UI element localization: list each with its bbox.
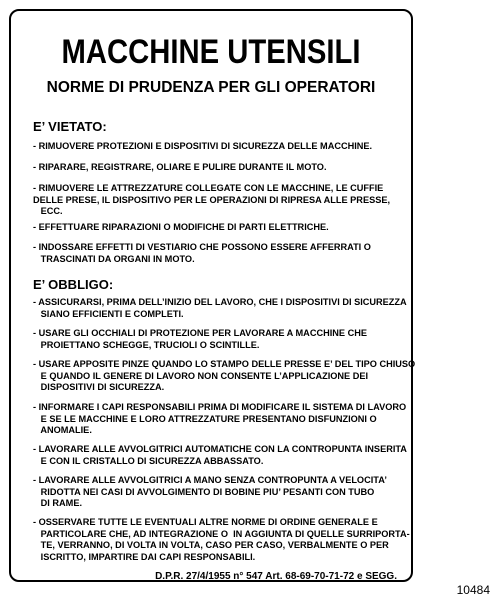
obbligo-item: - INFORMARE I CAPI RESPONSABILI PRIMA DI MODIFICARE IL SISTEMA DI LAVORO E SE LE MACCHINE E LORO ATTREZZATURE PRESENTANO DISFUNZIONI O ANOMALIE. [33, 402, 407, 435]
vietato-item: - RIPARARE, REGISTRARE, OLIARE E PULIRE DURANTE IL MOTO. [33, 162, 327, 172]
safety-sign [9, 9, 416, 582]
obbligo-item: - ASSICURARSI, PRIMA DELL’INIZIO DEL LAVORO, CHE I DISPOSITIVI DI SICUREZZA SIANO EFFICIENTI E COMPLETI. [33, 297, 407, 319]
vietato-item: - RIMUOVERE PROTEZIONI E DISPOSITIVI DI SICUREZZA DELLE MACCHINE. [33, 141, 373, 151]
sign-title: MACCHINE UTENSILI [61, 33, 361, 71]
legal-reference: D.P.R. 27/4/1955 n° 547 Art. 68-69-70-71-72 e SEGG. [155, 571, 397, 582]
vietato-item: - EFFETTUARE RIPARAZIONI O MODIFICHE DI PARTI ELETTRICHE. [33, 222, 329, 232]
sign-subtitle: NORME DI PRUDENZA PER GLI OPERATORI [46, 79, 376, 96]
obbligo-item: - OSSERVARE TUTTE LE EVENTUALI ALTRE NORME DI ORDINE GENERALE E PARTICOLARE CHE, AD INTEGRAZIONE O IN AGGIUNTA DI QUELLE SURRIPORTA- TE, VERRANNO, DI VOLTA IN VOLTA, CASO PER CASO, VERBALMENTE O PER ISCRITTO, IMPARTIRE DAI CAPI RESPONSABILI. [33, 517, 410, 562]
vietato-heading: E’ VIETATO: [33, 119, 107, 134]
product-code: 10484 [456, 583, 490, 597]
obbligo-item: - LAVORARE ALLE AVVOLGITRICI AUTOMATICHE CON LA CONTROPUNTA INSERITA E CON IL CRISTALLO DI SICUREZZA ABBASSATO. [33, 444, 407, 466]
obbligo-item: - USARE GLI OCCHIALI DI PROTEZIONE PER LAVORARE A MACCHINE CHE PROIETTANO SCHEGGE, TRUCIOLI O SCINTILLE. [33, 328, 367, 350]
vietato-item: - RIMUOVERE LE ATTREZZATURE COLLEGATE CON LE MACCHINE, LE CUFFIE DELLE PRESE, IL DISPOSITIVO PER LE OPERAZIONI DI RIPRESA ALLE PRESSE, ECC. [33, 183, 391, 216]
obbligo-item: - USARE APPOSITE PINZE QUANDO LO STAMPO DELLE PRESSE E’ DEL TIPO CHIUSO E QUANDO IL GENERE DI LAVORO NON CONSENTE L’APPLICAZIONE DEI DISPOSITIVI DI SICUREZZA. [33, 359, 416, 392]
obbligo-item: - LAVORARE ALLE AVVOLGITRICI A MANO SENZA CONTROPUNTA A VELOCITA’ RIDOTTA NEI CASI DI AVVOLGIMENTO DI BOBINE PIU’ PESANTI CON TUBO DI RAME. [33, 475, 387, 508]
vietato-item: - INDOSSARE EFFETTI DI VESTIARIO CHE POSSONO ESSERE AFFERRATI O TRASCINATI DA ORGANI IN MOTO. [33, 242, 371, 264]
obbligo-heading: E’ OBBLIGO: [33, 277, 114, 292]
